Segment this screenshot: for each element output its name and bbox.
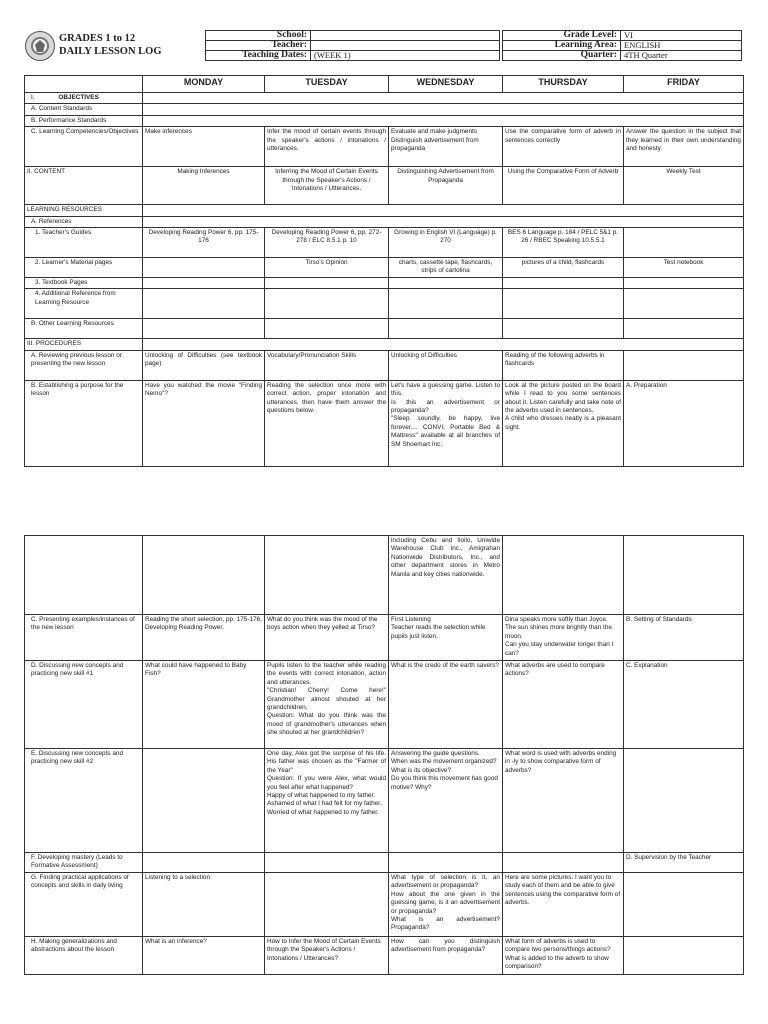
- d1-monday: What could have happened to Baby Fish?: [143, 661, 265, 749]
- applications-row: [25, 873, 744, 937]
- lm-monday: [143, 258, 265, 278]
- or-wednesday: [389, 319, 503, 339]
- lesson-log-table-page2: [24, 535, 744, 975]
- purpose-tuesday: Reading the selection once more with correct action, proper intonation and utterances, then have them answer the questions below.: [265, 380, 389, 466]
- page-two: [0, 505, 768, 1024]
- purpose-monday: Have you watched the movie "Finding Nemo"?: [143, 380, 265, 466]
- purpose-row: [25, 380, 744, 466]
- tg-monday: Developing Reading Power 6, pp. 175-176: [143, 228, 265, 258]
- school-label: School:: [206, 31, 311, 41]
- additional-reference-label: 4. Additional Reference from Learning Resource: [25, 289, 143, 319]
- d1-friday: C. Explanation: [624, 661, 744, 749]
- learning-comp-friday: Answer the question in the subject that they learned in their own understanding and honesty.: [624, 127, 744, 167]
- deped-seal-icon: [25, 31, 55, 61]
- objectives-row: [25, 93, 744, 104]
- day-tuesday: TUESDAY: [265, 76, 389, 93]
- app-thursday: Here are some pictures. I want you to study each of them and be able to give sentences using the comparative form of adverbs.: [503, 873, 624, 937]
- ar-thursday: [503, 289, 624, 319]
- pres-tuesday: What do you think was the mood of the boys action when they yelled at Tirso?: [265, 615, 389, 661]
- tg-friday: [624, 228, 744, 258]
- d1-thursday: What adverbs are used to compare actions?: [503, 661, 624, 749]
- content-friday: Weekly Test: [624, 167, 744, 205]
- teacher-value: [311, 41, 500, 51]
- references-label: A. References: [25, 216, 143, 227]
- page-one: [0, 0, 768, 505]
- cont-friday: [624, 536, 744, 615]
- purpose-thursday: Look at the picture posted on the board while I read to you some sentences about it. Listen carefully and take note of the adverbs used in sentences. A child who dresses neatly is a pleasant sight.: [503, 380, 624, 466]
- ar-friday: [624, 289, 744, 319]
- area-value: ENGLISH: [621, 41, 742, 51]
- dates-value: (WEEK 1): [311, 51, 500, 61]
- purpose-label: B. Establishing a purpose for the lesson: [25, 380, 143, 466]
- title-line-1: GRADES 1 to 12: [59, 33, 136, 44]
- d1-wednesday: What is the credo of the earth savers?: [389, 661, 503, 749]
- purpose-wednesday: Let's have a guessing game. Listen to this. Is this an advertisement or propaganda? "Sleep soundly, be happy, live forever.... CONVI, Portable Bed & Mattress" available at all branches of SM Shoemart Inc.: [389, 380, 503, 466]
- m-monday: [143, 853, 265, 873]
- rev-thursday: Reading of the following adverbs in flashcards: [503, 350, 624, 380]
- reviewing-row: [25, 350, 744, 380]
- ar-monday: [143, 289, 265, 319]
- content-monday: Making Inferences: [143, 167, 265, 205]
- learning-resources-span: [143, 205, 744, 216]
- gen-tuesday: How to Infer the Mood of Certain Events through the Speaker's Actions / Intonations / Utterances?: [265, 937, 389, 975]
- day-monday: MONDAY: [143, 76, 265, 93]
- additional-reference-row: [25, 289, 744, 319]
- tb-friday: [624, 278, 744, 289]
- lm-tuesday: Tirso's Opinion: [265, 258, 389, 278]
- d2-friday: [624, 749, 744, 853]
- or-thursday: [503, 319, 624, 339]
- lm-wednesday: charts, cassette tape, flashcards, strips of cartolina: [389, 258, 503, 278]
- teacher-label: Teacher:: [206, 41, 311, 51]
- rev-friday: [624, 350, 744, 380]
- textbook-pages-label: 3. Textbook Pages: [25, 278, 143, 289]
- gen-monday: What is an inference?: [143, 937, 265, 975]
- cont-monday: [143, 536, 265, 615]
- generalizations-row: [25, 937, 744, 975]
- lm-friday: Test notebook: [624, 258, 744, 278]
- d2-tuesday: One day, Alex got the surprise of his life. His father was chosen as the "Farmer of the Year" Question: If you were Alex, what would you feel after what happened? Happy of what happened to my father. Ashamed of what I had felt for my father. Worried of what happened to my father.: [265, 749, 389, 853]
- other-resources-row: [25, 319, 744, 339]
- m-tuesday: [265, 853, 389, 873]
- learning-competencies-label: C. Learning Competencies/Objectives: [25, 127, 143, 167]
- applications-label: G. Finding practical applications of concepts and skills in daily living: [25, 873, 143, 937]
- tg-tuesday: Developing Reading Power 6, pp. 272-278 / ELC 8.5.1 p. 10: [265, 228, 389, 258]
- content-thursday: Using the Comparative Form of Adverb: [503, 167, 624, 205]
- or-friday: [624, 319, 744, 339]
- discussing-1-row: [25, 661, 744, 749]
- corner-cell: [25, 76, 143, 93]
- reviewing-label: A. Reviewing previous lesson or presenting the new lesson: [25, 350, 143, 380]
- lesson-log-table-page1: [24, 75, 744, 467]
- content-wednesday: Distinguishing Advertisement from Propaganda: [389, 167, 503, 205]
- presenting-label: C. Presenting examples/instances of the new lesson: [25, 615, 143, 661]
- rev-tuesday: Vocabulary/Pronunciation Skills: [265, 350, 389, 380]
- discussing-2-label: E. Discussing new concepts and practicing new skill #2: [25, 749, 143, 853]
- tb-tuesday: [265, 278, 389, 289]
- m-thursday: [503, 853, 624, 873]
- document-title: [59, 33, 209, 58]
- performance-standards-value: [143, 115, 744, 126]
- objectives-span: [143, 93, 744, 104]
- performance-standards-row: [25, 115, 744, 126]
- content-row: [25, 167, 744, 205]
- or-monday: [143, 319, 265, 339]
- day-friday: FRIDAY: [624, 76, 744, 93]
- app-tuesday: [265, 873, 389, 937]
- ar-wednesday: [389, 289, 503, 319]
- continuation-row: [25, 536, 744, 615]
- content-standards-label: A. Content Standards: [25, 104, 143, 115]
- purpose-friday: A. Preparation: [624, 380, 744, 466]
- gen-wednesday: How can you distinguish advertisement from propaganda?: [389, 937, 503, 975]
- day-thursday: THURSDAY: [503, 76, 624, 93]
- procedures-row: [25, 339, 744, 350]
- learning-comp-tuesday: Infer the mood of certain events through the speaker's actions / intonations / utterances.: [265, 127, 389, 167]
- textbook-pages-row: [25, 278, 744, 289]
- tb-wednesday: [389, 278, 503, 289]
- m-wednesday: [389, 853, 503, 873]
- procedures-label: III. PROCEDURES: [25, 339, 143, 350]
- grade-value: VI: [621, 31, 742, 41]
- content-standards-row: [25, 104, 744, 115]
- app-friday: [624, 873, 744, 937]
- learners-material-row: [25, 258, 744, 278]
- teachers-guides-row: [25, 228, 744, 258]
- school-value: [311, 31, 500, 41]
- cont-thursday: [503, 536, 624, 615]
- quarter-value: 4TH Quarter: [621, 51, 742, 61]
- grade-label: Grade Level:: [503, 31, 621, 41]
- lm-thursday: pictures of a child, flashcards: [503, 258, 624, 278]
- tg-thursday: BES 6 Language p. 184 / PELC 5&1 p. 26 / RBEC Speaking 10.5.5.1: [503, 228, 624, 258]
- objectives-label: OBJECTIVES: [58, 94, 99, 101]
- tb-monday: [143, 278, 265, 289]
- objectives-heading: [25, 93, 143, 104]
- discussing-1-label: D. Discussing new concepts and practicing new skill #1: [25, 661, 143, 749]
- learning-resources-label: LEARNING RESOURCES: [25, 205, 143, 216]
- day-header-row: [25, 76, 744, 93]
- area-label: Learning Area:: [503, 41, 621, 51]
- performance-standards-label: B. Performance Standards: [25, 115, 143, 126]
- discussing-2-row: [25, 749, 744, 853]
- d2-monday: [143, 749, 265, 853]
- dates-label: Teaching Dates:: [206, 51, 311, 61]
- day-wednesday: WEDNESDAY: [389, 76, 503, 93]
- tb-thursday: [503, 278, 624, 289]
- content-standards-value: [143, 104, 744, 115]
- gen-thursday: What form of adverbs is used to compare two persons/things actions? What is added to the adverb to show comparison?: [503, 937, 624, 975]
- other-resources-label: B. Other Learning Resources: [25, 319, 143, 339]
- d2-wednesday: Answering the guide questions. When was the movement organized? What is its objective? Do you think this movement has good motive? Why?: [389, 749, 503, 853]
- procedures-span: [143, 339, 744, 350]
- learners-material-label: 2. Learner's Material pages: [25, 258, 143, 278]
- generalizations-label: H. Making generalizations and abstractions about the lesson: [25, 937, 143, 975]
- tg-wednesday: Growing in English VI (Language) p. 270: [389, 228, 503, 258]
- references-row: [25, 216, 744, 227]
- pres-wednesday: First Listening Teacher reads the selection while pupils just listen.: [389, 615, 503, 661]
- header-right-table: [502, 30, 742, 61]
- or-tuesday: [265, 319, 389, 339]
- m-friday: D. Supervision by the Teacher: [624, 853, 744, 873]
- learning-comp-wednesday: Evaluate and make judgments Distinguish advertisement from propaganda: [389, 127, 503, 167]
- learning-comp-monday: Make inferences: [143, 127, 265, 167]
- app-wednesday: What type of selection is it, an advertisement or propaganda? How about the one given in the guessing game, is it an advertisement or propaganda? What is an advertisement? Propaganda?: [389, 873, 503, 937]
- pres-monday: Reading the short selection, pp. 175-176, Developing Reading Power.: [143, 615, 265, 661]
- cont-label: [25, 536, 143, 615]
- d2-thursday: What word is used with adverbs ending in -ly to show comparative form of adverbs?: [503, 749, 624, 853]
- rev-monday: Unlocking of Difficulties (see textbook page): [143, 350, 265, 380]
- app-monday: Listening to a selection: [143, 873, 265, 937]
- presenting-row: [25, 615, 744, 661]
- gen-friday: [624, 937, 744, 975]
- mastery-label: F. Developing mastery (Leads to Formative Assessment): [25, 853, 143, 873]
- mastery-row: [25, 853, 744, 873]
- learning-resources-row: [25, 205, 744, 216]
- pres-friday: B. Setting of Standards: [624, 615, 744, 661]
- learning-competencies-row: [25, 127, 744, 167]
- d1-tuesday: Pupils listen to the teacher while reading the events with correct intonation, action and utterances. "Christian! Cherry! Come here!" Grandmother almost shouted at her grandchildren. Question: What do you think was the mood of grandmother's utterances when she shouted at her grandchildren?: [265, 661, 389, 749]
- references-span: [143, 216, 744, 227]
- rev-wednesday: Unlocking of Difficulties: [389, 350, 503, 380]
- header-left-table: [205, 30, 500, 61]
- content-tuesday: Inferring the Mood of Certain Events through the Speaker's Actions / Intonations / Utterances.: [265, 167, 389, 205]
- quarter-label: Quarter:: [503, 51, 621, 61]
- title-line-2: DAILY LESSON LOG: [59, 45, 162, 57]
- objectives-number: I.: [31, 94, 35, 101]
- ar-tuesday: [265, 289, 389, 319]
- content-label: II. CONTENT: [25, 167, 143, 205]
- pres-thursday: Dina speaks more softly than Joyce. The sun shines more brightly than the moon. Can you stay underwater longer than I can?: [503, 615, 624, 661]
- cont-tuesday: [265, 536, 389, 615]
- cont-wednesday: including Cebu and Iloilo, Uniwide Warehouse Club Inc., Amigrahan Nationwide Distributors, Inc., and other department stores in Metro Manila and key cities nationwide.: [389, 536, 503, 615]
- learning-comp-thursday: Use the comparative form of adverb in sentences correctly: [503, 127, 624, 167]
- teachers-guides-label: 1. Teacher's Guides: [25, 228, 143, 258]
